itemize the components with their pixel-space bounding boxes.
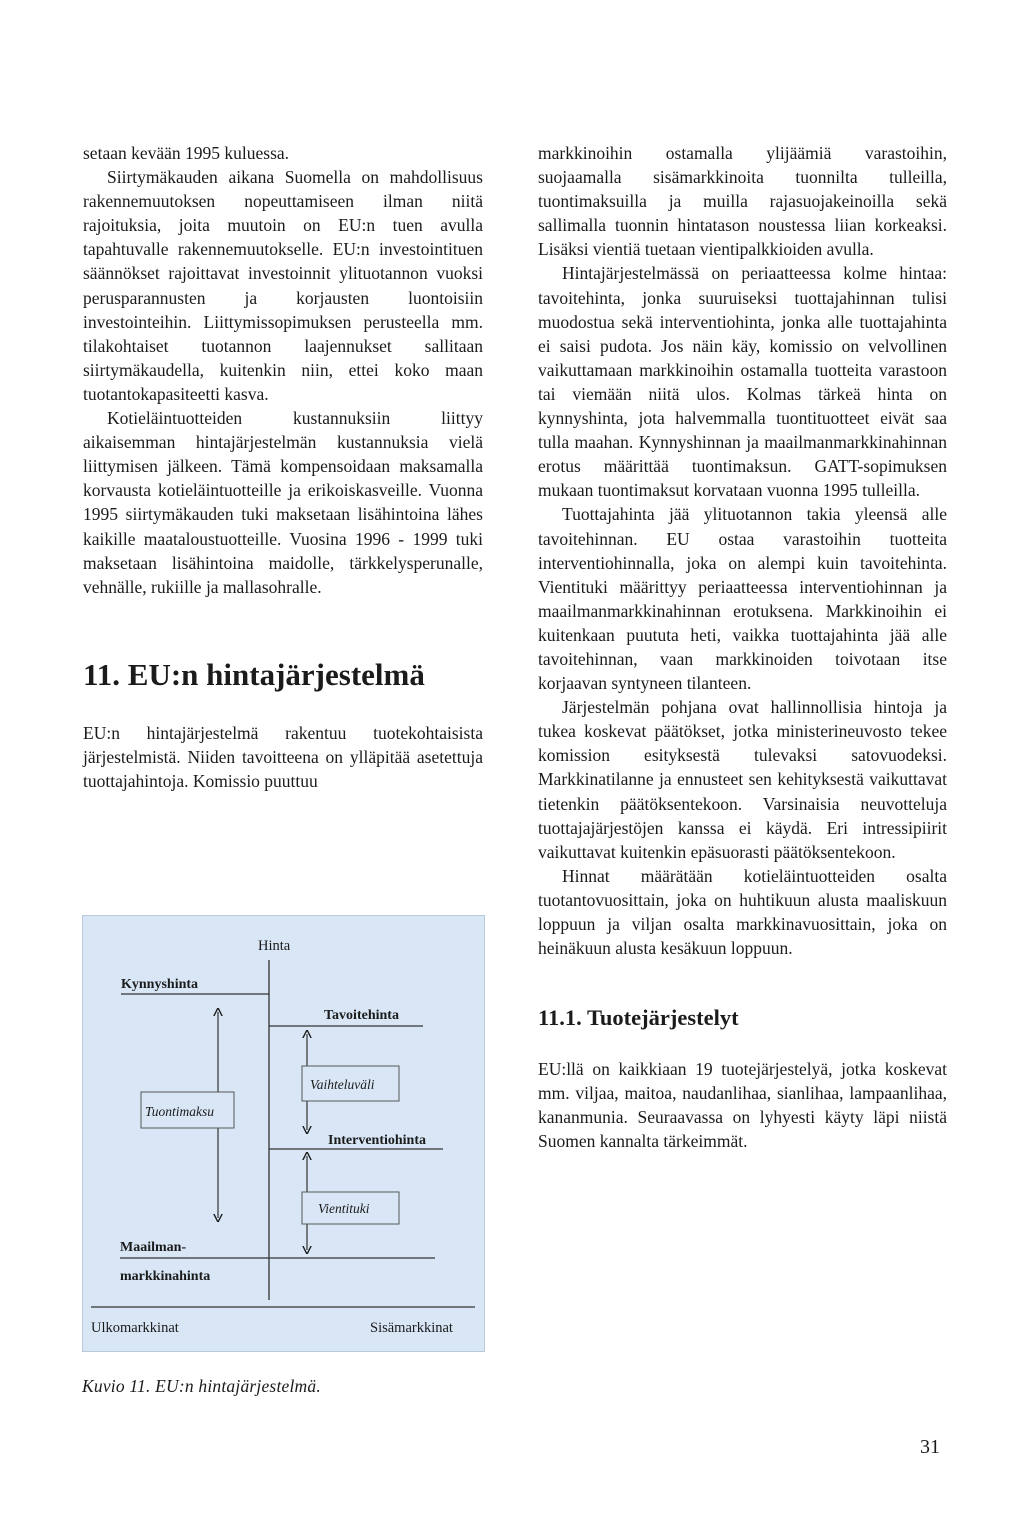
right-column <box>538 141 947 1154</box>
tavoitehinta-label: Tavoitehinta <box>324 1008 399 1023</box>
subsection-heading: 11.1. Tuotejärjestelyt <box>538 1005 739 1031</box>
sisamarkkinat-label: Sisämarkkinat <box>370 1320 453 1336</box>
paragraph: EU:n hintajärjestelmä rakentuu tuotekohtaisista järjestelmistä. Niiden tavoitteena on ylläpitää asetettuja tuottajahintoja. Komissio puuttuu <box>83 722 483 791</box>
paragraph: markkinoihin ostamalla ylijäämiä varastoihin, suojaamalla sisämarkkinoita tuonnilta tulleilla, tuontimaksuilla ja muilla rajasuojakeinoilla sekä sallimalla tuonnin hintatason noustessa liian korkeaksi. Lisäksi vientiä tuetaan vientipalkkioiden avulla. <box>538 143 947 260</box>
figure-diagram <box>83 916 484 1351</box>
interventiohinta-label: Interventiohinta <box>328 1133 426 1148</box>
tuontimaksu-label: Tuontimaksu <box>145 1104 215 1119</box>
paragraph: Tuottajahinta jää ylituotannon takia yleensä alle tavoitehinnan. EU ostaa varastoihin tuotteita interventiohinnalla, joka on alempi kuin tavoitehinta. Vientituki määrittyy periaatteessa interventiohinnan ja maailmanmarkkinahinnan erotuksena. Markkinoihin ei kuitenkaan puututa heti, vaikka tuottajahinta jää alle tavoitehinnan, vaan markkinoiden toivotaan itse korjaavan syntyneen tilanteen. <box>538 504 947 694</box>
paragraph: EU:llä on kaikkiaan 19 tuotejärjestelyä, jotka koskevat mm. viljaa, maitoa, naudanlihaa, sianlihaa, lampaanlihaa, kananmunia. Seuraavassa on lyhyesti käyty läpi niistä Suomen kannalta tärkeimmät. <box>538 1059 947 1152</box>
paragraph: Hintajärjestelmässä on periaatteessa kolme hintaa: tavoitehinta, jonka suuruiseksi tuottajahinnan tulisi muodostua sekä interventiohinta, jonka alle tuottajahinta ei saisi pudota. Jos näin käy, komissio on velvollinen vaikuttamaan markkinoihin ostamalla tuotteita varastoon tai viemään niitä ulos. Kolmas tärkeä hinta on kynnyshinta, jota halvemmalla tuontituotteet eivät saa tulla maahan. Kynnyshinnan ja maailmanmarkkinahinnan erotus määrittää tuontimaksun. GATT-sopimuksen mukaan tuontimaksut korvataan vuonna 1995 tulleilla. <box>538 263 947 501</box>
paragraph: Hinnat määrätään kotieläintuotteiden osalta tuotantovuosittain, joka on huhtikuun alusta maaliskuun loppuun ja viljan osalta markkinavuosittain, joka on heinäkuun alusta kesäkuun loppuun. <box>538 865 947 959</box>
vientituki-label: Vientituki <box>318 1201 370 1216</box>
maailmanmarkkinahinta-label-1: Maailman- <box>120 1240 187 1255</box>
left-column <box>83 141 483 793</box>
hinta-label: Hinta <box>258 938 291 954</box>
maailmanmarkkinahinta-label-2: markkinahinta <box>120 1269 211 1284</box>
paragraph: Kotieläintuotteiden kustannuksiin liittyy aikaisemman hintajärjestelmän kustannuksia vielä liittymisen jälkeen. Tämä kompensoidaan maksamalla korvausta kotieläintuotteille ja erikoiskasveille. Vuonna 1995 siirtymäkauden tuki maksetaan lisähintoina lähes kaikille maataloustuotteille. Vuosina 1996 - 1999 tuki maksetaan lisähintoina maidolle, tärkkelysperunalle, vehnälle, rukiille ja mallasohralle. <box>83 408 483 597</box>
section-heading: 11. EU:n hintajärjestelmä <box>83 656 425 692</box>
paragraph: Järjestelmän pohjana ovat hallinnollisia hintoja ja tukea koskevat päätökset, jotka ministerineuvosto tekee komission esityksestä tulevaksi satovuodeksi. Markkinatilanne ja ennusteet sen kehityksestä vaikuttavat tietenkin päätöksentekoon. Varsinaisia neuvotteluja tuottajajärjestöjen kanssa ei käydä. Eri intressipiirit vaikuttavat kuitenkin epäsuorasti päätöksentekoon. <box>538 697 947 862</box>
vaihteluvali-label: Vaihteluväli <box>310 1077 375 1092</box>
paragraph: Siirtymäkauden aikana Suomella on mahdollisuus rakennemuutoksen nopeuttamiseen ilman niitä rajoituksia, joita muutoin on EU:n tuen avulla tapahtuvalle rakennemuutokselle. EU:n investointituen säännökset rajoittavat investoinnit ylituotannon vuoksi perusparannusten ja korjausten luontoisiin investointeihin. Liittymissopimuksen perusteella mm. tilakohtaiset tuotannon laajennukset sallitaan siirtymäkaudella, kuitenkin niin, ettei koko maan tuotantokapasiteetti kasva. <box>83 167 483 404</box>
price-system-figure <box>82 915 485 1352</box>
page-number: 31 <box>920 1436 940 1458</box>
ulkomarkkinat-label: Ulkomarkkinat <box>91 1320 179 1336</box>
kynnyshinta-label: Kynnyshinta <box>121 977 199 992</box>
figure-caption: Kuvio 11. EU:n hintajärjestelmä. <box>82 1376 321 1396</box>
paragraph: setaan kevään 1995 kuluessa. <box>83 143 290 163</box>
